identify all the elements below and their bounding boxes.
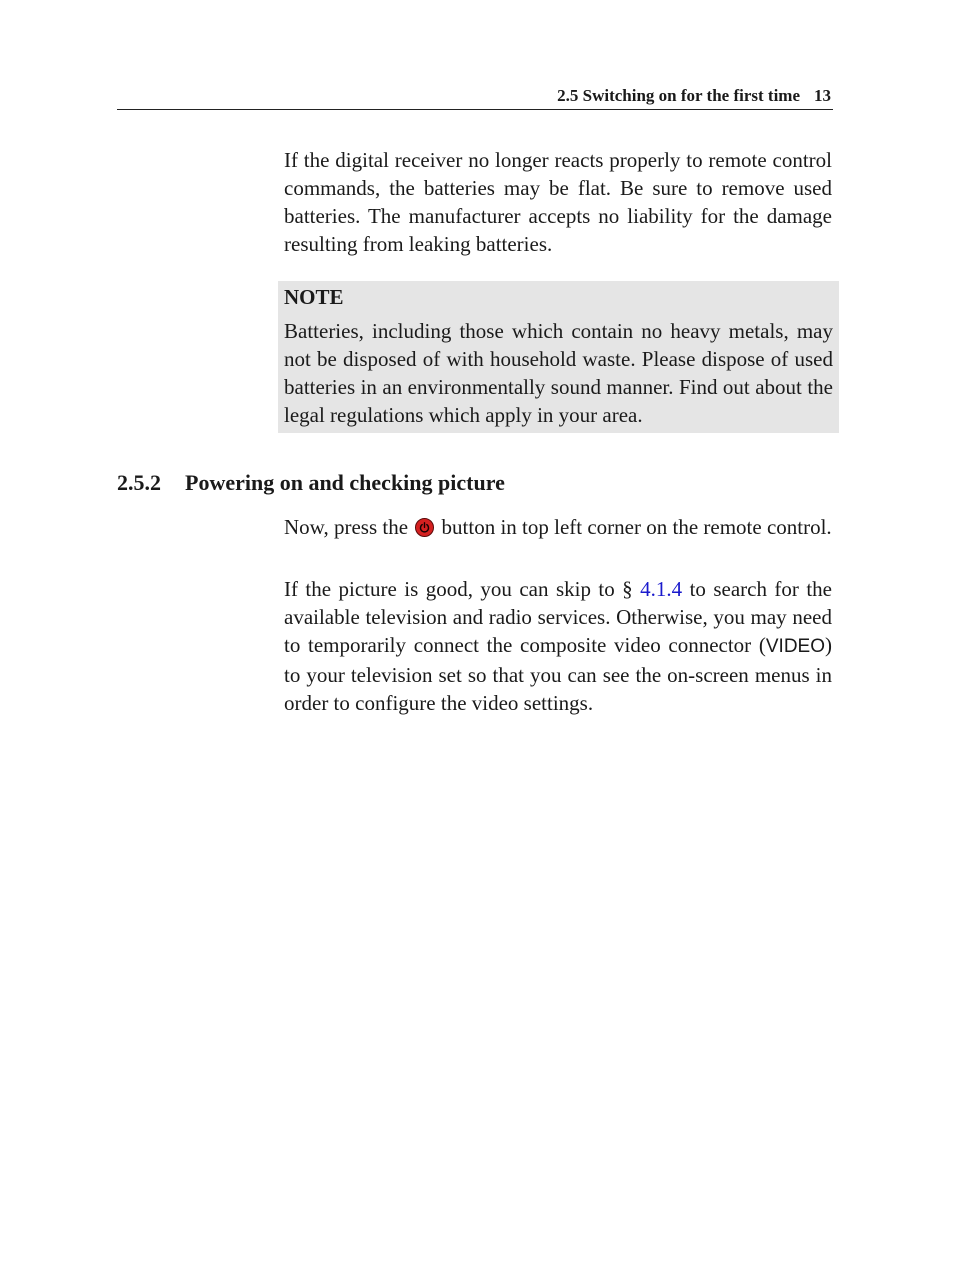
- power-on-paragraph: [284, 513, 832, 541]
- section-title: Powering on and checking picture: [185, 470, 505, 495]
- page-number: 13: [814, 86, 831, 105]
- power-text-after: button in top left corner on the remote control.: [436, 515, 832, 539]
- note-title: NOTE: [284, 285, 344, 309]
- picture-text-tail: ) to your television set so that you can see the on-screen menus in order to configure the video settings.: [284, 633, 832, 715]
- header-title: 2.5 Switching on for the first time: [557, 86, 800, 105]
- section-reference-link[interactable]: 4.1.4: [640, 577, 683, 601]
- battery-warning-paragraph: If the digital receiver no longer reacts properly to remote control commands, the batteries may be flat. Be sure to remove used batteries. The manufacturer accepts no liability for the damage resulting from leaking batteries.: [284, 148, 832, 256]
- note-box: [278, 281, 839, 433]
- running-header: [117, 86, 833, 110]
- picture-text-after-link: to search for the available television and radio services. Otherwise, you may need to temporarily connect the composite video connector (: [284, 577, 833, 657]
- note-text: Batteries, including those which contain no heavy metals, may not be disposed of with household waste. Please dispose of used batteries in an environmentally sound manner. Find out about the legal regulations which apply in your area.: [284, 319, 833, 427]
- power-button-icon: [415, 518, 434, 537]
- picture-text-before-link: If the picture is good, you can skip to §: [284, 577, 641, 601]
- picture-check-paragraph: [284, 575, 832, 717]
- section-number: 2.5.2: [117, 470, 161, 495]
- power-text-before: Now, press the: [284, 515, 414, 539]
- video-connector-label: VIDEO: [765, 636, 825, 657]
- section-heading: [117, 468, 505, 498]
